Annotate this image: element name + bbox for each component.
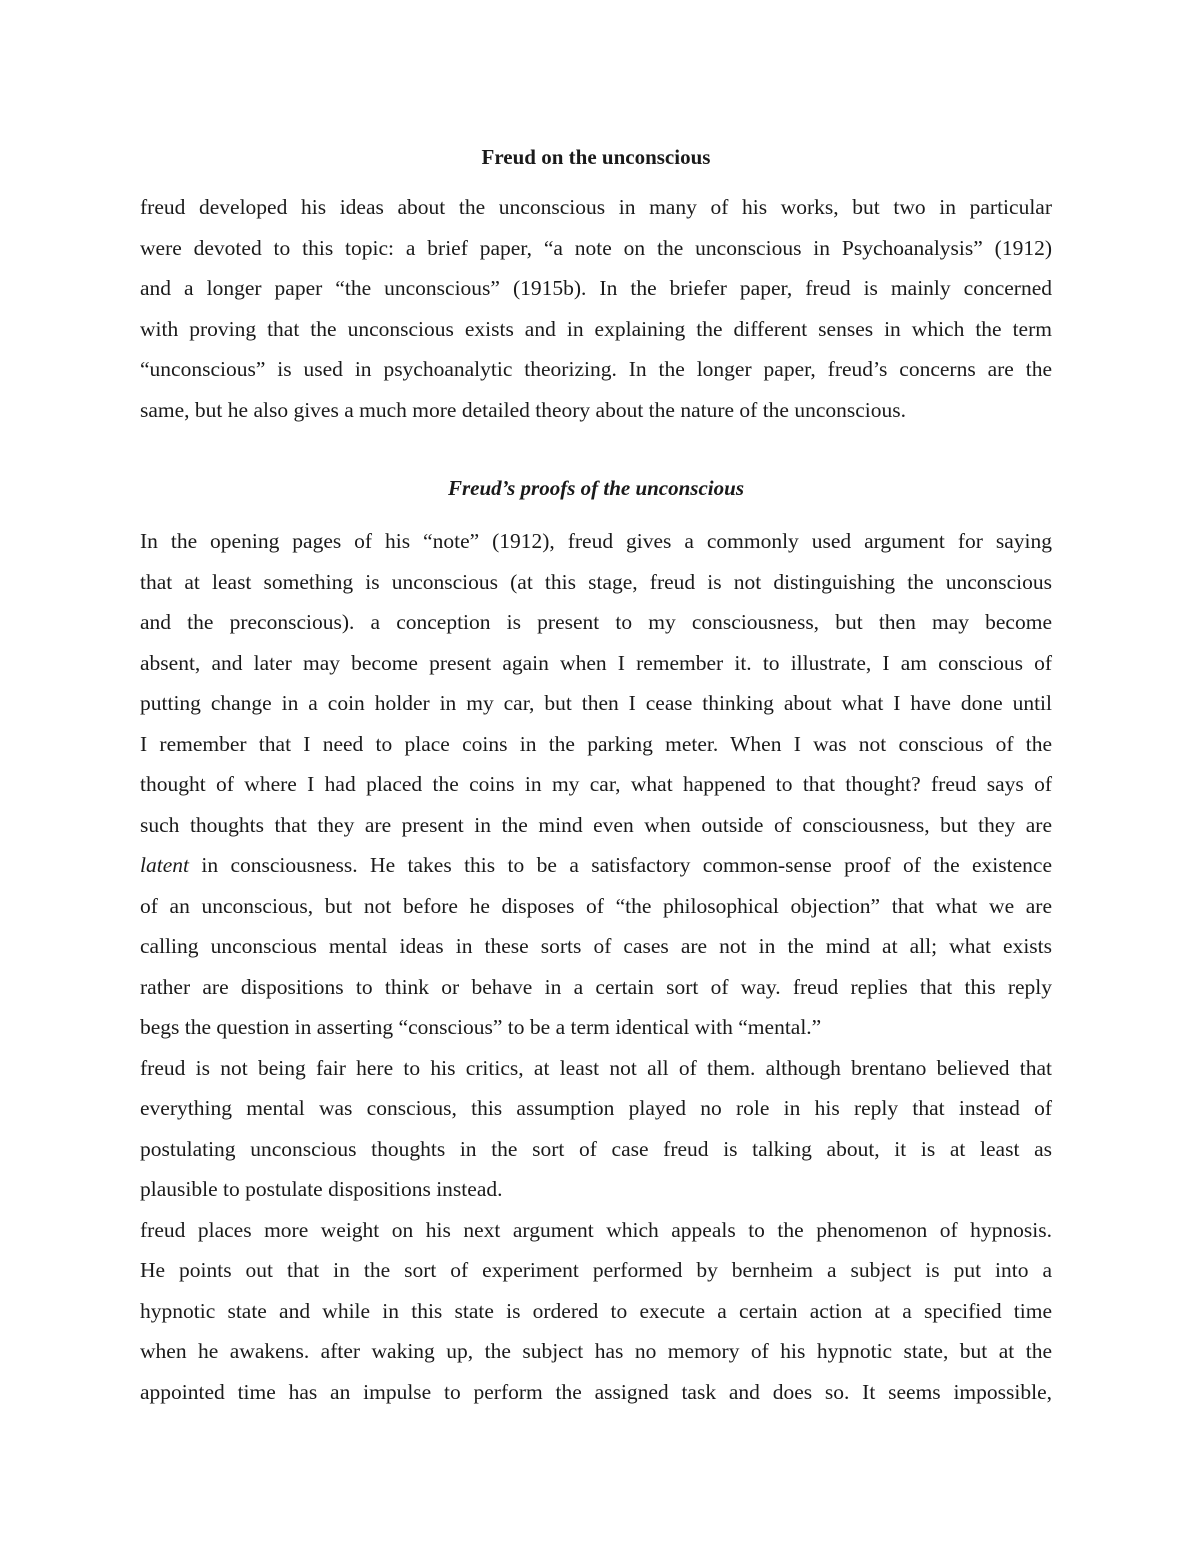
paragraph-line: hypnotic state and while in this state is ordered to execute a certain action at a specified time	[140, 1299, 1052, 1323]
paragraph-line: absent, and later may become present again when I remember it. to illustrate, I am conscious of	[140, 651, 1052, 675]
paragraph-line: same, but he also gives a much more detailed theory about the nature of the unconscious.	[140, 398, 907, 422]
paragraph-line-latent	[140, 851, 1052, 879]
paragraph-line: freud developed his ideas about the unconscious in many of his works, but two in particular	[140, 195, 1052, 219]
paragraph-line: freud is not being fair here to his critics, at least not all of them. although brentano believed that	[140, 1056, 1052, 1080]
paragraph-line: rather are dispositions to think or behave in a certain sort of way. freud replies that this reply	[140, 975, 1052, 999]
paragraph-line: freud places more weight on his next argument which appeals to the phenomenon of hypnosis.	[140, 1218, 1052, 1242]
paragraph-line: were devoted to this topic: a brief paper, “a note on the unconscious in Psychoanalysis” (1912)	[140, 236, 1052, 260]
paragraph-line: thought of where I had placed the coins in my car, what happened to that thought? freud says of	[140, 772, 1052, 796]
paragraph-line: He points out that in the sort of experiment performed by bernheim a subject is put into a	[140, 1258, 1052, 1282]
paragraph-line: begs the question in asserting “conscious” to be a term identical with “mental.”	[140, 1015, 822, 1039]
section-heading: Freud’s proofs of the unconscious	[448, 476, 744, 500]
paragraph-line: “unconscious” is used in psychoanalytic theorizing. In the longer paper, freud’s concerns are the	[140, 357, 1052, 381]
document-title: Freud on the unconscious	[481, 145, 711, 169]
paragraph-line: everything mental was conscious, this assumption played no role in his reply that instead of	[140, 1096, 1052, 1120]
paragraph-line: putting change in a coin holder in my car, but then I cease thinking about what I have done until	[140, 691, 1052, 715]
paragraph-line: and the preconscious). a conception is present to my consciousness, but then may become	[140, 610, 1052, 634]
latent-word: latent	[140, 853, 189, 877]
paragraph-line: that at least something is unconscious (at this stage, freud is not distinguishing the unconscious	[140, 570, 1052, 594]
paragraph-line: appointed time has an impulse to perform the assigned task and does so. It seems impossible,	[140, 1380, 1052, 1404]
latent-line-rest: in consciousness. He takes this to be a satisfactory common-sense proof of the existence	[188, 853, 1052, 877]
paragraph-line: calling unconscious mental ideas in these sorts of cases are not in the mind at all; what exists	[140, 934, 1052, 958]
paragraph-line: with proving that the unconscious exists and in explaining the different senses in which the term	[140, 317, 1052, 341]
paragraph-line: I remember that I need to place coins in the parking meter. When I was not conscious of the	[140, 732, 1052, 756]
paragraph-line: of an unconscious, but not before he disposes of “the philosophical objection” that what we are	[140, 894, 1052, 918]
paragraph-line: plausible to postulate dispositions instead.	[140, 1177, 503, 1201]
paragraph-line: In the opening pages of his “note” (1912), freud gives a commonly used argument for saying	[140, 529, 1052, 553]
paragraph-line: such thoughts that they are present in the mind even when outside of consciousness, but they are	[140, 813, 1052, 837]
paragraph-line: postulating unconscious thoughts in the sort of case freud is talking about, it is at least as	[140, 1137, 1052, 1161]
paragraph-line: and a longer paper “the unconscious” (1915b). In the briefer paper, freud is mainly concerned	[140, 276, 1052, 300]
paragraph-line: when he awakens. after waking up, the subject has no memory of his hypnotic state, but at the	[140, 1339, 1052, 1363]
